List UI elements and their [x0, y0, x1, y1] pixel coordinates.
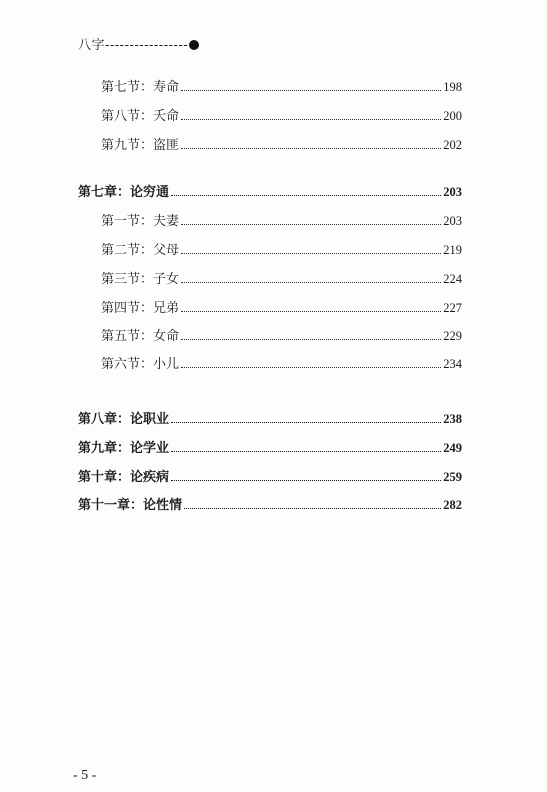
toc-entry-section[interactable] [101, 76, 462, 95]
toc-entry-section[interactable] [101, 239, 462, 258]
dot-leader [171, 195, 441, 196]
toc-entry-label: 第一节：夫妻 [101, 214, 180, 229]
toc-entry-chapter[interactable] [78, 494, 462, 513]
toc-page-number: 198 [443, 80, 462, 94]
toc-page-number: 229 [443, 329, 462, 343]
toc-entry-section[interactable] [101, 268, 462, 287]
dot-leader [181, 119, 441, 120]
toc-entry-section[interactable] [101, 325, 462, 344]
toc-entry-section[interactable] [101, 105, 462, 124]
toc-entry-label: 第九节：盗匪 [101, 138, 180, 153]
toc-entry-label: 第七章：论穷通 [78, 185, 170, 200]
dot-leader [181, 339, 441, 340]
running-header [78, 34, 199, 53]
toc-page-number: 282 [443, 498, 462, 512]
dot-leader [171, 480, 441, 481]
toc-entry-label: 第四节：兄弟 [101, 301, 180, 316]
toc-page-number: 238 [443, 412, 462, 426]
toc-page-number: 203 [443, 214, 462, 228]
dot-leader [184, 508, 441, 509]
toc-entry-label: 第六节：小儿 [101, 357, 180, 372]
dot-leader [181, 311, 441, 312]
toc-entry-chapter[interactable] [78, 181, 462, 200]
toc-entry-section[interactable] [101, 353, 462, 372]
dot-leader [181, 253, 441, 254]
toc-page-number: 203 [443, 185, 462, 199]
toc-entry-chapter[interactable] [78, 437, 462, 456]
toc-entry-label: 第九章：论学业 [78, 441, 170, 456]
toc-entry-section[interactable] [101, 134, 462, 153]
dot-leader [171, 422, 441, 423]
toc-entry-label: 第五节：女命 [101, 329, 180, 344]
toc-page-number: 224 [443, 272, 462, 286]
toc-entry-label: 第三节：子女 [101, 272, 180, 287]
toc-entry-label: 第七节：寿命 [101, 80, 180, 95]
toc-entry-section[interactable] [101, 297, 462, 316]
dot-leader [181, 224, 441, 225]
dot-leader [181, 90, 441, 91]
toc-entry-label: 第二节：父母 [101, 243, 180, 258]
toc-page-number: 219 [443, 243, 462, 257]
bullet-dot-icon [189, 40, 199, 50]
toc-entry-chapter[interactable] [78, 466, 462, 485]
page-number-footer: - 5 - [73, 768, 97, 783]
toc-page-number: 202 [443, 138, 462, 152]
toc-entry-label: 第八章：论职业 [78, 412, 170, 427]
toc-entry-label: 第十一章：论性情 [78, 498, 183, 513]
dot-leader [181, 367, 441, 368]
toc-page-number: 200 [443, 109, 462, 123]
dot-leader [181, 148, 441, 149]
dot-leader [171, 451, 441, 452]
header-text: 八字----------------- [78, 38, 189, 53]
toc-entry-chapter[interactable] [78, 408, 462, 427]
toc-page-number: 249 [443, 441, 462, 455]
toc-entry-label: 第十章：论疾病 [78, 470, 170, 485]
toc-page-number: 227 [443, 301, 462, 315]
toc-entry-label: 第八节：夭命 [101, 109, 180, 124]
toc-entry-section[interactable] [101, 210, 462, 229]
toc-page-number: 234 [443, 357, 462, 371]
toc-page-number: 259 [443, 470, 462, 484]
dot-leader [181, 282, 441, 283]
